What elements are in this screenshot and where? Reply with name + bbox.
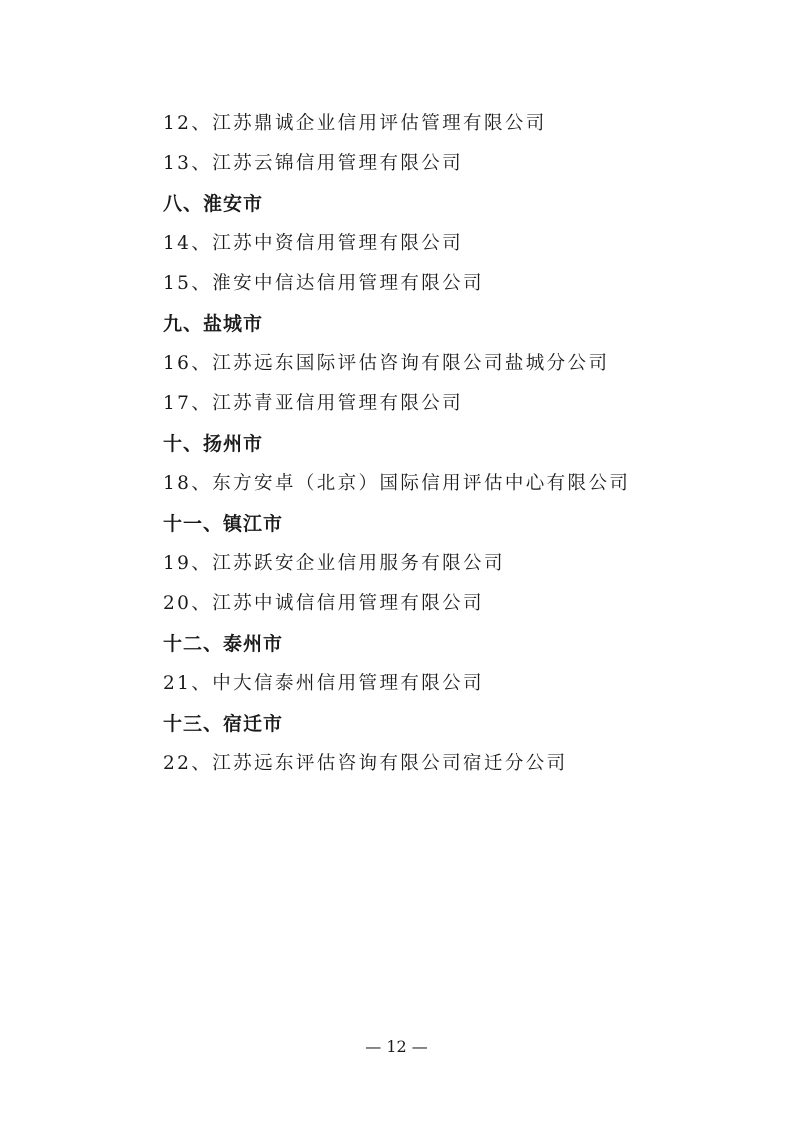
section-heading-yancheng: 九、盐城市: [163, 313, 264, 335]
list-item: 15、淮安中信达信用管理有限公司: [163, 273, 484, 294]
section-heading-suqian: 十三、宿迁市: [163, 713, 284, 735]
section-heading-yangzhou: 十、扬州市: [163, 433, 264, 455]
list-item: 22、江苏远东评估咨询有限公司宿迁分公司: [163, 753, 568, 774]
section-heading-huaian: 八、淮安市: [163, 193, 264, 215]
section-heading-zhenjiang: 十一、镇江市: [163, 513, 284, 535]
company-list: [163, 104, 763, 784]
list-item: 19、江苏跃安企业信用服务有限公司: [163, 553, 505, 574]
page-number: — 12 —: [365, 1037, 428, 1056]
list-item: 12、江苏鼎诚企业信用评估管理有限公司: [163, 113, 547, 134]
list-item: 16、江苏远东国际评估咨询有限公司盐城分公司: [163, 353, 610, 374]
list-item: 17、江苏青亚信用管理有限公司: [163, 393, 464, 414]
list-item: 14、江苏中资信用管理有限公司: [163, 233, 464, 254]
list-item: 13、江苏云锦信用管理有限公司: [163, 153, 464, 174]
section-heading-taizhou: 十二、泰州市: [163, 633, 284, 655]
list-item: 21、中大信泰州信用管理有限公司: [163, 673, 484, 694]
list-item: 18、东方安卓（北京）国际信用评估中心有限公司: [163, 473, 631, 494]
list-item: 20、江苏中诚信信用管理有限公司: [163, 593, 484, 614]
